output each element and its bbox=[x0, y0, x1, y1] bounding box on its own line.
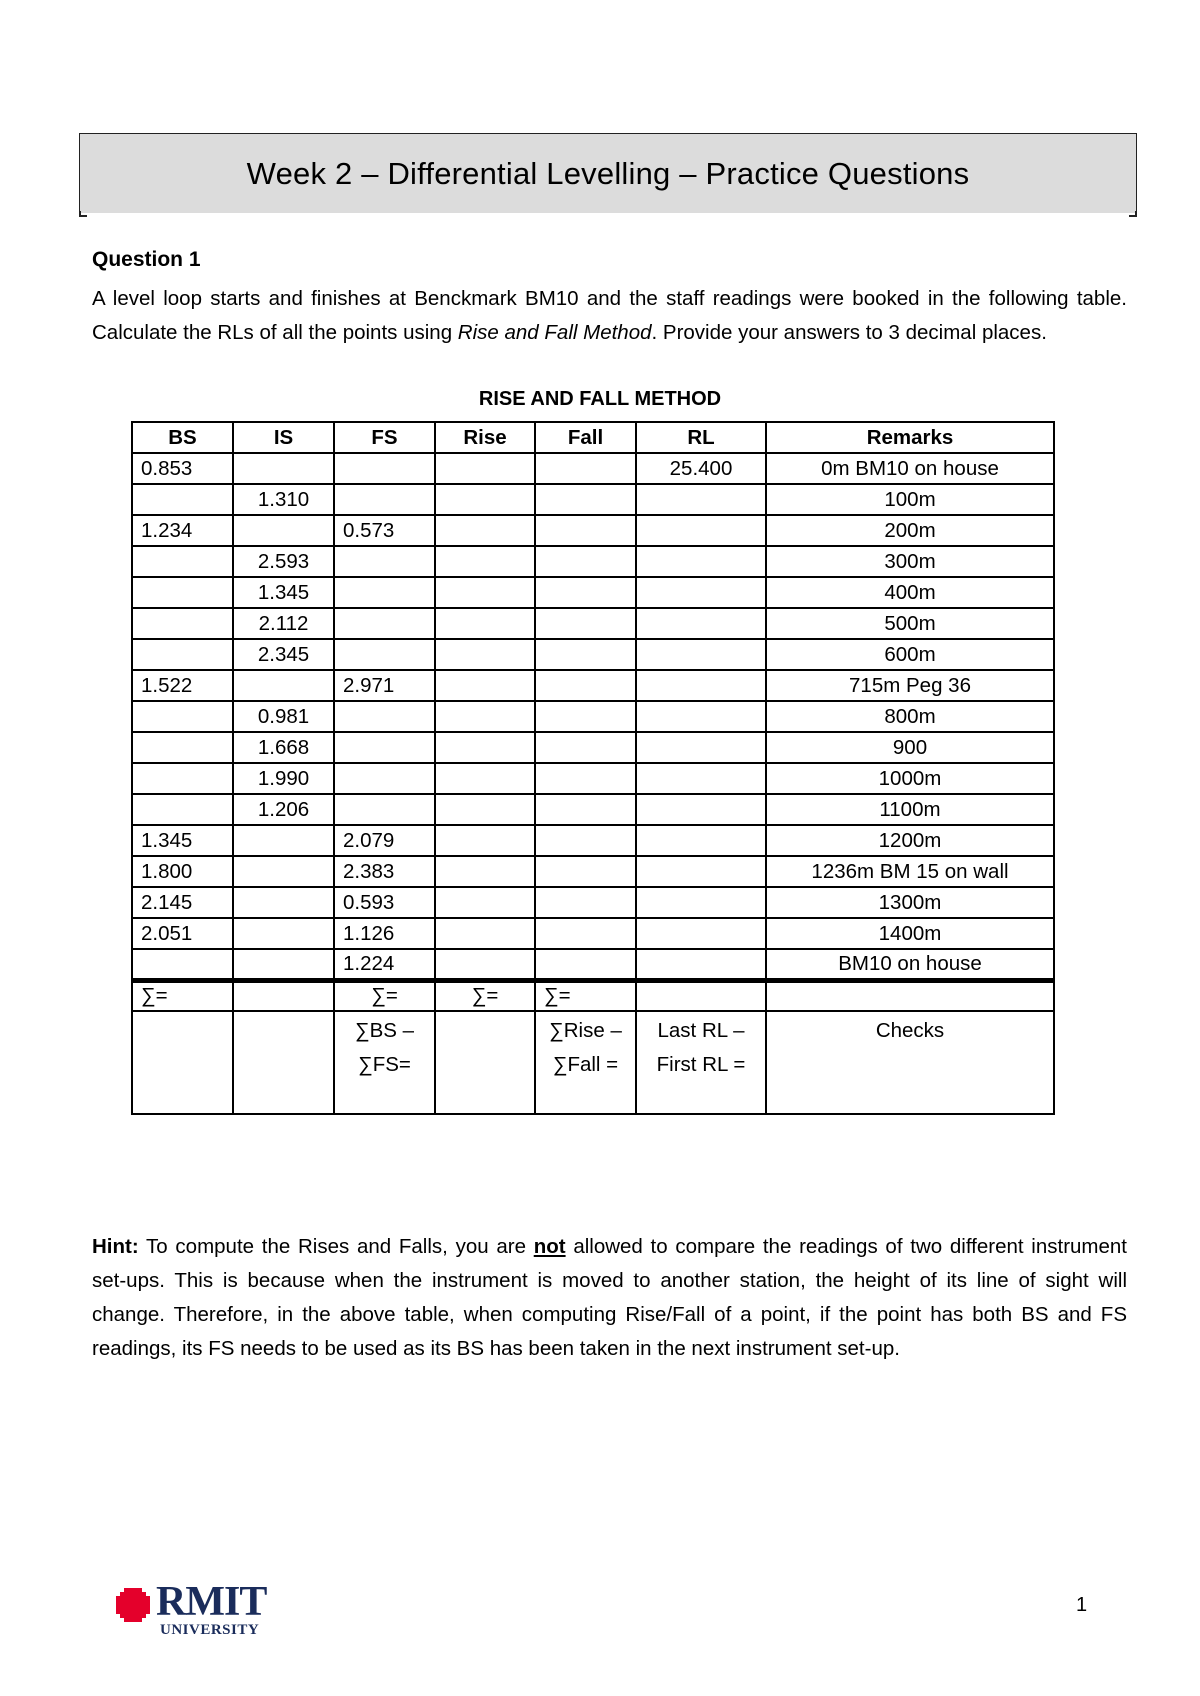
cell-fs bbox=[334, 639, 435, 670]
intro-method-name: Rise and Fall Method bbox=[457, 321, 652, 344]
cell-fs bbox=[334, 732, 435, 763]
table-row bbox=[132, 484, 1054, 515]
cell-fs: 1.224 bbox=[334, 949, 435, 980]
hint-label: Hint: bbox=[92, 1235, 139, 1258]
table-row bbox=[132, 608, 1054, 639]
cell-rl bbox=[636, 670, 766, 701]
cell-fall bbox=[535, 732, 636, 763]
col-header-bs: BS bbox=[132, 422, 233, 453]
cell-bs bbox=[132, 639, 233, 670]
cell-remarks: 1236m BM 15 on wall bbox=[766, 856, 1054, 887]
cell-remarks: 0m BM10 on house bbox=[766, 453, 1054, 484]
rmit-wordmark: RMIT bbox=[156, 1579, 267, 1625]
cell-is: 0.981 bbox=[233, 701, 334, 732]
cell-bs: 2.145 bbox=[132, 887, 233, 918]
cell-rise bbox=[435, 577, 535, 608]
table-row bbox=[132, 918, 1054, 949]
sum-cell-fs: ∑= bbox=[334, 980, 435, 1011]
cell-fs bbox=[334, 546, 435, 577]
sum-cell-rl bbox=[636, 980, 766, 1011]
cell-rl bbox=[636, 949, 766, 980]
cell-is: 1.668 bbox=[233, 732, 334, 763]
cell-bs bbox=[132, 763, 233, 794]
table-row bbox=[132, 670, 1054, 701]
col-header-rise: Rise bbox=[435, 422, 535, 453]
cell-fall bbox=[535, 546, 636, 577]
cell-fs bbox=[334, 453, 435, 484]
table-header-row bbox=[132, 422, 1054, 453]
cell-is bbox=[233, 515, 334, 546]
cell-is: 1.206 bbox=[233, 794, 334, 825]
cell-fall bbox=[535, 825, 636, 856]
cell-bs: 0.853 bbox=[132, 453, 233, 484]
banner-corner-left bbox=[79, 211, 87, 217]
cell-remarks: 1300m bbox=[766, 887, 1054, 918]
cell-bs: 2.051 bbox=[132, 918, 233, 949]
cell-bs: 1.234 bbox=[132, 515, 233, 546]
cell-remarks: 300m bbox=[766, 546, 1054, 577]
cell-rl bbox=[636, 515, 766, 546]
cell-bs bbox=[132, 484, 233, 515]
cell-fall bbox=[535, 918, 636, 949]
table-row bbox=[132, 701, 1054, 732]
check-cell-fs bbox=[334, 1011, 435, 1114]
cell-rl bbox=[636, 484, 766, 515]
check-cell-bs bbox=[132, 1011, 233, 1114]
cell-rise bbox=[435, 918, 535, 949]
cell-fs bbox=[334, 484, 435, 515]
check-cell-is bbox=[233, 1011, 334, 1114]
col-header-fs: FS bbox=[334, 422, 435, 453]
cell-fall bbox=[535, 453, 636, 484]
cell-is bbox=[233, 453, 334, 484]
cell-bs bbox=[132, 608, 233, 639]
cell-remarks: 1000m bbox=[766, 763, 1054, 794]
cell-rise bbox=[435, 701, 535, 732]
levelling-table bbox=[131, 421, 1055, 1115]
cell-rl bbox=[636, 732, 766, 763]
cell-rise bbox=[435, 515, 535, 546]
hint-not-emphasis: not bbox=[533, 1235, 566, 1258]
cell-fs bbox=[334, 794, 435, 825]
check-first-rl: First RL = bbox=[656, 1053, 746, 1076]
cell-fall bbox=[535, 577, 636, 608]
cell-fall bbox=[535, 949, 636, 980]
cell-is: 1.990 bbox=[233, 763, 334, 794]
cell-is: 2.345 bbox=[233, 639, 334, 670]
question-heading: Question 1 bbox=[92, 248, 201, 271]
cell-rl bbox=[636, 763, 766, 794]
hint-text-2: allowed to compare the readings of two different instrument set-ups. This is because when the instrument is moved to another station, the height of its line of sight will change. Therefore, in the above table, when computing Rise/Fall of a point, if the point has both BS and FS readings, its FS needs to be used as its BS has been taken in the next instrument set-up. bbox=[92, 1235, 1127, 1360]
cell-fs: 2.383 bbox=[334, 856, 435, 887]
cell-is bbox=[233, 949, 334, 980]
cell-rise bbox=[435, 670, 535, 701]
check-row bbox=[132, 1011, 1054, 1114]
check-fall-equals: ∑Fall = bbox=[552, 1053, 619, 1076]
cell-rise bbox=[435, 887, 535, 918]
table-row bbox=[132, 577, 1054, 608]
sum-cell-bs: ∑= bbox=[132, 980, 233, 1011]
cell-fs: 0.573 bbox=[334, 515, 435, 546]
cell-rl bbox=[636, 577, 766, 608]
cell-remarks: 715m Peg 36 bbox=[766, 670, 1054, 701]
table-row bbox=[132, 887, 1054, 918]
cell-fs bbox=[334, 763, 435, 794]
table-row bbox=[132, 825, 1054, 856]
check-rise-minus: ∑Rise – bbox=[549, 1019, 622, 1042]
cell-fall bbox=[535, 887, 636, 918]
sum-cell-fall: ∑= bbox=[535, 980, 636, 1011]
cell-rise bbox=[435, 949, 535, 980]
cell-is bbox=[233, 887, 334, 918]
cell-rl: 25.400 bbox=[636, 453, 766, 484]
hint-text-1: To compute the Rises and Falls, you are bbox=[138, 1235, 534, 1258]
table-row bbox=[132, 639, 1054, 670]
check-cell-fall bbox=[535, 1011, 636, 1114]
table-row bbox=[132, 515, 1054, 546]
cell-is: 2.112 bbox=[233, 608, 334, 639]
col-header-rl: RL bbox=[636, 422, 766, 453]
cell-rise bbox=[435, 825, 535, 856]
table-row bbox=[132, 453, 1054, 484]
cell-is bbox=[233, 825, 334, 856]
cell-remarks: 400m bbox=[766, 577, 1054, 608]
page-title: Week 2 – Differential Levelling – Practice Questions bbox=[246, 156, 970, 191]
check-cell-rise bbox=[435, 1011, 535, 1114]
cell-rise bbox=[435, 639, 535, 670]
cell-fall bbox=[535, 670, 636, 701]
cell-rl bbox=[636, 701, 766, 732]
intro-text-1: A level loop starts and finishes at Benckmark BM10 and the staff readings were booked in the following table. Calculate the RLs of all the points using bbox=[92, 287, 1127, 344]
cell-fs bbox=[334, 701, 435, 732]
cell-fall bbox=[535, 515, 636, 546]
col-header-is: IS bbox=[233, 422, 334, 453]
cell-is bbox=[233, 856, 334, 887]
col-header-remarks: Remarks bbox=[766, 422, 1054, 453]
cell-rise bbox=[435, 546, 535, 577]
cell-remarks: BM10 on house bbox=[766, 949, 1054, 980]
rmit-pixel-icon bbox=[112, 1584, 154, 1626]
cell-rl bbox=[636, 546, 766, 577]
table-row bbox=[132, 856, 1054, 887]
sum-row bbox=[132, 980, 1054, 1011]
cell-bs bbox=[132, 577, 233, 608]
banner-corner-right bbox=[1129, 211, 1137, 217]
cell-is bbox=[233, 918, 334, 949]
cell-fs: 2.971 bbox=[334, 670, 435, 701]
cell-rise bbox=[435, 732, 535, 763]
check-last-rl: Last RL – bbox=[657, 1019, 745, 1042]
cell-bs: 1.800 bbox=[132, 856, 233, 887]
cell-remarks: 1400m bbox=[766, 918, 1054, 949]
sum-cell-remarks bbox=[766, 980, 1054, 1011]
cell-bs bbox=[132, 701, 233, 732]
cell-bs bbox=[132, 546, 233, 577]
cell-rise bbox=[435, 856, 535, 887]
check-cell-remarks: Checks bbox=[766, 1011, 1054, 1114]
cell-remarks: 500m bbox=[766, 608, 1054, 639]
cell-is: 1.345 bbox=[233, 577, 334, 608]
col-header-fall: Fall bbox=[535, 422, 636, 453]
table-row bbox=[132, 546, 1054, 577]
sum-cell-rise: ∑= bbox=[435, 980, 535, 1011]
cell-fall bbox=[535, 701, 636, 732]
cell-is bbox=[233, 670, 334, 701]
cell-remarks: 200m bbox=[766, 515, 1054, 546]
table-caption: RISE AND FALL METHOD bbox=[478, 388, 722, 410]
page-number: 1 bbox=[1076, 1594, 1088, 1616]
hint-paragraph bbox=[92, 1230, 1127, 1366]
cell-is: 1.310 bbox=[233, 484, 334, 515]
cell-is: 2.593 bbox=[233, 546, 334, 577]
cell-fall bbox=[535, 763, 636, 794]
sum-cell-is bbox=[233, 980, 334, 1011]
check-fs-equals: ∑FS= bbox=[358, 1053, 411, 1076]
rmit-university-label: UNIVERSITY bbox=[160, 1622, 260, 1638]
cell-rise bbox=[435, 453, 535, 484]
cell-rise bbox=[435, 794, 535, 825]
cell-bs bbox=[132, 949, 233, 980]
cell-fs: 0.593 bbox=[334, 887, 435, 918]
title-banner bbox=[79, 133, 1137, 213]
cell-rl bbox=[636, 825, 766, 856]
cell-remarks: 800m bbox=[766, 701, 1054, 732]
cell-rl bbox=[636, 608, 766, 639]
cell-fs bbox=[334, 577, 435, 608]
intro-text-2: . Provide your answers to 3 decimal places. bbox=[651, 321, 1047, 344]
cell-remarks: 1200m bbox=[766, 825, 1054, 856]
cell-fall bbox=[535, 639, 636, 670]
check-cell-rl bbox=[636, 1011, 766, 1114]
table-row bbox=[132, 732, 1054, 763]
cell-rise bbox=[435, 484, 535, 515]
cell-remarks: 900 bbox=[766, 732, 1054, 763]
cell-remarks: 1100m bbox=[766, 794, 1054, 825]
cell-fs: 1.126 bbox=[334, 918, 435, 949]
table-row bbox=[132, 794, 1054, 825]
cell-fall bbox=[535, 856, 636, 887]
question-intro bbox=[92, 282, 1127, 350]
cell-rl bbox=[636, 856, 766, 887]
cell-rise bbox=[435, 763, 535, 794]
cell-fs: 2.079 bbox=[334, 825, 435, 856]
cell-rl bbox=[636, 887, 766, 918]
cell-fall bbox=[535, 484, 636, 515]
cell-rl bbox=[636, 794, 766, 825]
cell-fs bbox=[334, 608, 435, 639]
table-row bbox=[132, 949, 1054, 980]
cell-remarks: 100m bbox=[766, 484, 1054, 515]
table-row bbox=[132, 763, 1054, 794]
cell-bs: 1.345 bbox=[132, 825, 233, 856]
cell-bs: 1.522 bbox=[132, 670, 233, 701]
cell-rl bbox=[636, 639, 766, 670]
cell-remarks: 600m bbox=[766, 639, 1054, 670]
check-bs-minus: ∑BS – bbox=[354, 1019, 415, 1042]
cell-bs bbox=[132, 794, 233, 825]
rmit-logo bbox=[112, 1580, 272, 1642]
cell-bs bbox=[132, 732, 233, 763]
cell-rl bbox=[636, 918, 766, 949]
cell-fall bbox=[535, 794, 636, 825]
cell-fall bbox=[535, 608, 636, 639]
cell-rise bbox=[435, 608, 535, 639]
